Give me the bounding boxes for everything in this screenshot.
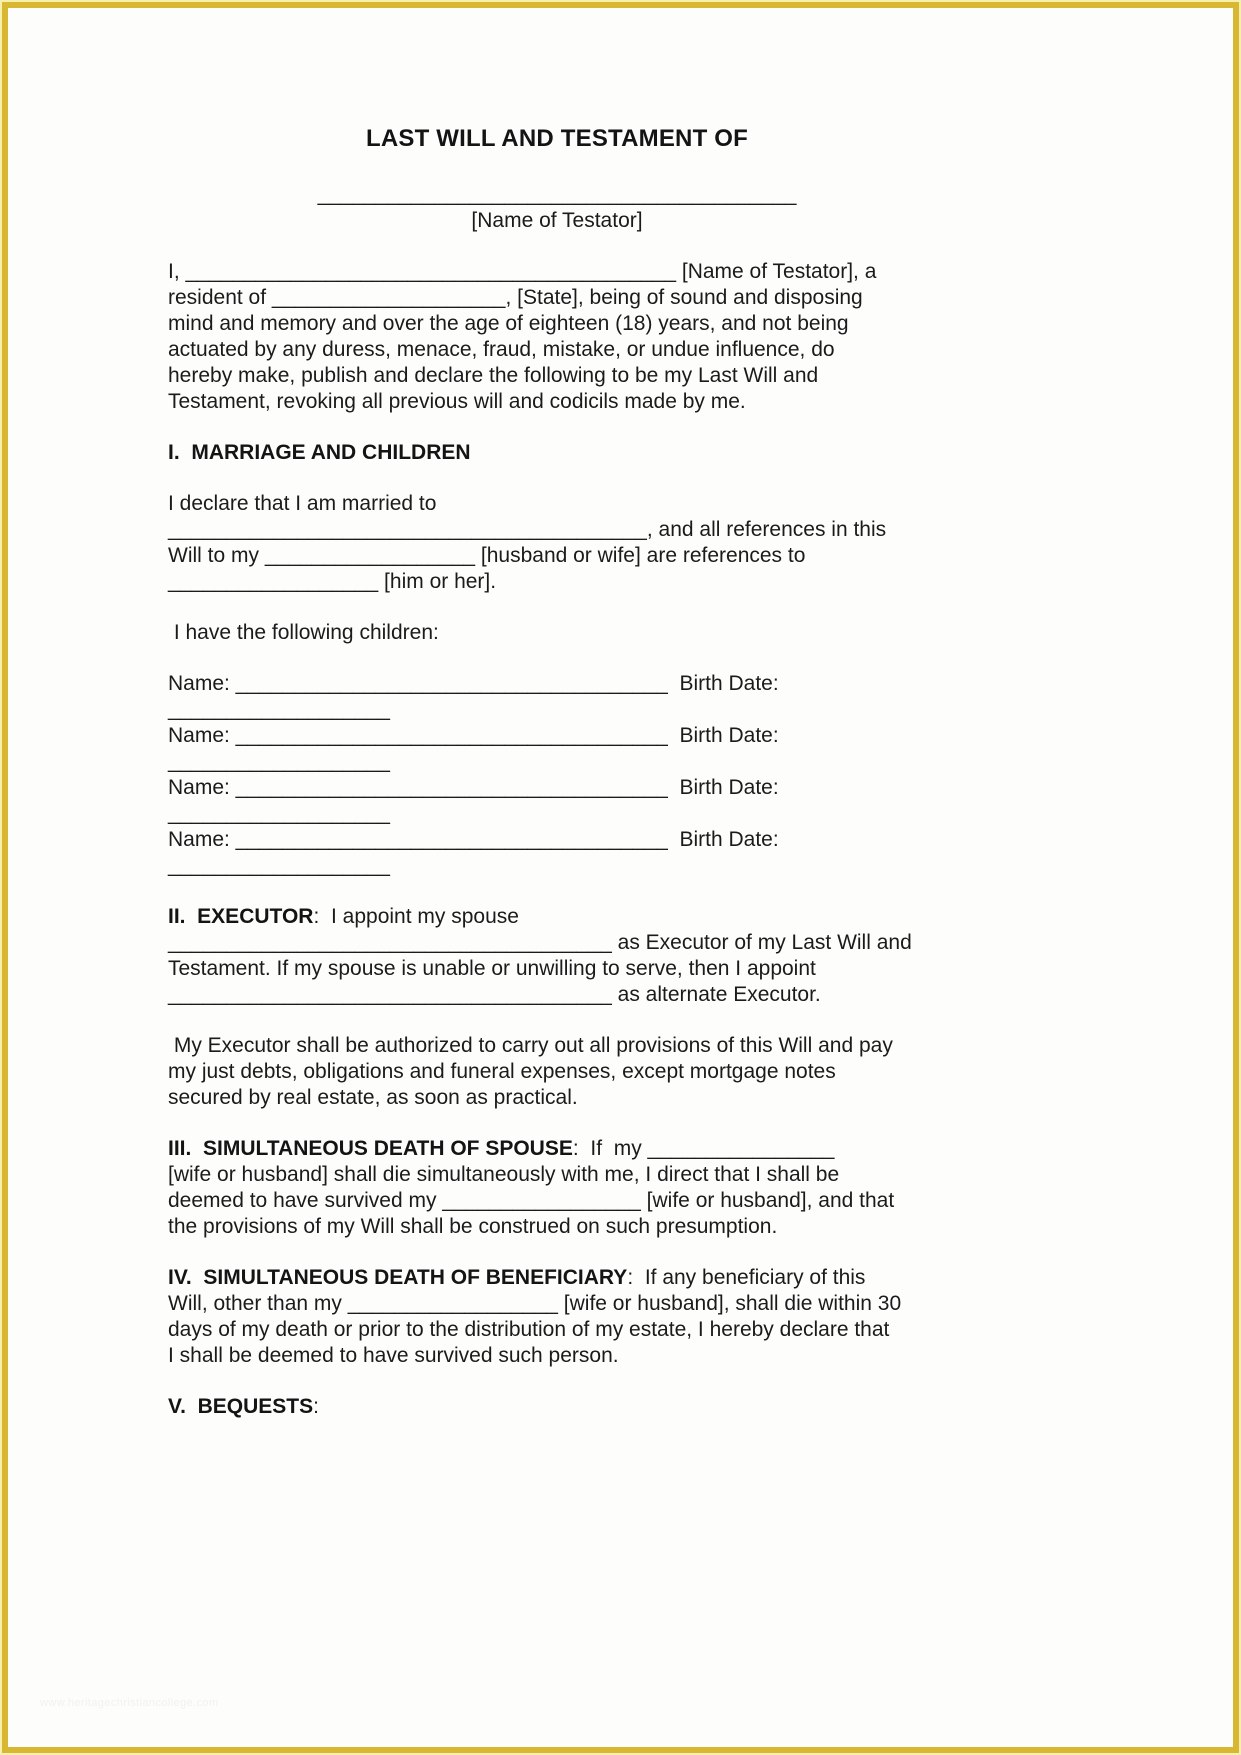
section-heading-rest: :	[313, 1395, 319, 1418]
document-title: LAST WILL AND TESTAMENT OF	[365, 125, 749, 152]
child-birthdate-blank: ___________________	[168, 750, 390, 773]
child-name-line: Name: _____________________________________ Birth Date:	[168, 776, 779, 799]
section-heading-rest: : If my ________________	[572, 1137, 835, 1160]
opening-line: actuated by any duress, menace, fraud, mistake, or undue influence, do	[168, 338, 835, 361]
section-heading-rest: : I appoint my spouse	[313, 905, 519, 928]
child-row	[168, 775, 946, 827]
spouse-death-line: [wife or husband] shall die simultaneously with me, I direct that I shall be	[168, 1163, 840, 1186]
executor-authority-line: my just debts, obligations and funeral expenses, except mortgage notes	[168, 1060, 836, 1083]
child-name-line: Name: _____________________________________ Birth Date:	[168, 724, 779, 747]
section-heading-text: V. BEQUESTS	[168, 1395, 314, 1418]
executor-line: Testament. If my spouse is unable or unwilling to serve, then I appoint	[168, 957, 816, 980]
beneficiary-death-line: Will, other than my __________________ [wife or husband], shall die within 30	[168, 1292, 902, 1315]
testator-name-blank-line: _________________________________________	[317, 183, 797, 206]
spouse-death-heading-line	[168, 1136, 946, 1162]
testator-name-caption: [Name of Testator]	[471, 209, 643, 232]
testator-name-block	[168, 182, 946, 234]
spouse-death-line: the provisions of my Will shall be construed on such presumption.	[168, 1215, 778, 1238]
children-intro	[168, 620, 946, 646]
beneficiary-death-heading-line	[168, 1265, 946, 1291]
child-row	[168, 827, 946, 879]
executor-authority-paragraph	[168, 1033, 946, 1111]
marriage-line: __________________ [him or her].	[168, 570, 497, 593]
executor-paragraph	[168, 904, 946, 1008]
beneficiary-death-line: I shall be deemed to have survived such person.	[168, 1344, 619, 1367]
child-birthdate-blank: ___________________	[168, 854, 390, 877]
section-heading-text: III. SIMULTANEOUS DEATH OF SPOUSE	[168, 1137, 573, 1160]
executor-authority-line: secured by real estate, as soon as practical.	[168, 1086, 578, 1109]
bequests-heading-line	[168, 1394, 946, 1420]
marriage-line: I declare that I am married to	[168, 492, 437, 515]
executor-line: ______________________________________ as Executor of my Last Will and	[168, 931, 912, 954]
child-name-line: Name: _____________________________________ Birth Date:	[168, 672, 779, 695]
child-birthdate-blank: ___________________	[168, 802, 390, 825]
marriage-line: _________________________________________, and all references in this	[168, 518, 887, 541]
opening-line: mind and memory and over the age of eighteen (18) years, and not being	[168, 312, 849, 335]
opening-line: Testament, revoking all previous will and codicils made by me.	[168, 390, 746, 413]
spouse-death-line: deemed to have survived my _________________ [wife or husband], and that	[168, 1189, 895, 1212]
children-list	[168, 671, 946, 879]
watermark-text: www.heritagechristiancollege.com	[40, 1697, 219, 1709]
section-heading-text: I. MARRIAGE AND CHILDREN	[168, 441, 471, 464]
marriage-paragraph	[168, 491, 946, 595]
section-heading-text: II. EXECUTOR	[168, 905, 314, 928]
will-document-page	[2, 2, 1239, 1753]
executor-line: ______________________________________ as alternate Executor.	[168, 983, 821, 1006]
child-birthdate-blank: ___________________	[168, 698, 390, 721]
simultaneous-death-beneficiary-paragraph	[168, 1265, 946, 1369]
executor-authority-line: My Executor shall be authorized to carry out all provisions of this Will and pay	[168, 1034, 893, 1057]
opening-paragraph	[168, 259, 946, 415]
section-heading-text: IV. SIMULTANEOUS DEATH OF BENEFICIARY	[168, 1266, 628, 1289]
executor-heading-line	[168, 904, 946, 930]
bequests-heading	[168, 1394, 946, 1420]
beneficiary-death-line: days of my death or prior to the distribution of my estate, I hereby declare that	[168, 1318, 890, 1341]
marriage-line: Will to my __________________ [husband or wife] are references to	[168, 544, 806, 567]
child-row	[168, 671, 946, 723]
child-row	[168, 723, 946, 775]
opening-line: hereby make, publish and declare the following to be my Last Will and	[168, 364, 819, 387]
section-heading-rest: : If any beneficiary of this	[627, 1266, 866, 1289]
section-marriage-heading	[168, 440, 946, 466]
opening-line: I, __________________________________________ [Name of Testator], a	[168, 260, 877, 283]
document-content	[168, 8, 946, 1420]
child-name-line: Name: _____________________________________ Birth Date:	[168, 828, 779, 851]
opening-line: resident of ____________________, [State], being of sound and disposing	[168, 286, 863, 309]
children-intro-text: I have the following children:	[168, 621, 439, 644]
simultaneous-death-spouse-paragraph	[168, 1136, 946, 1240]
